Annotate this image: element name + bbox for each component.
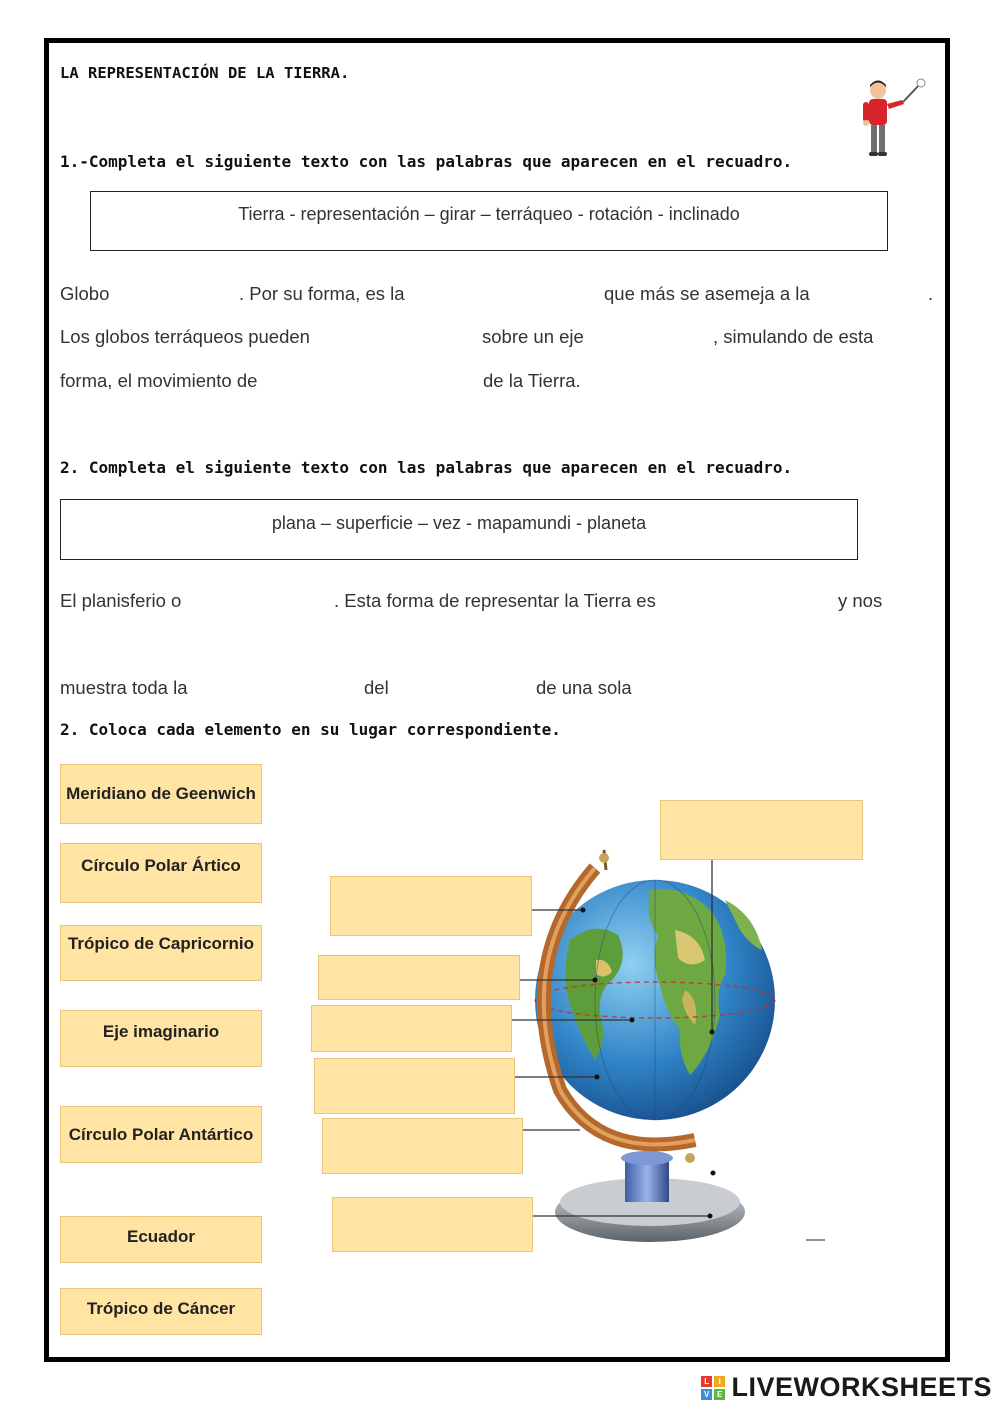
drag-label-circulo-artico[interactable]: Círculo Polar Ártico — [60, 843, 262, 903]
text-fragment: Globo — [60, 283, 110, 304]
footer-brand-text: LIVEWORKSHEETS — [731, 1372, 992, 1402]
text-fragment: que más se asemeja a la — [604, 283, 810, 304]
text-fragment: forma, el movimiento de — [60, 370, 258, 391]
drop-zone-tropico-cancer[interactable] — [318, 955, 520, 1000]
drag-label-tropico-capricornio[interactable]: Trópico de Capricornio — [60, 925, 262, 981]
drop-zone-circulo-antartico[interactable] — [322, 1118, 523, 1174]
liveworksheets-footer — [701, 1372, 992, 1403]
text-fragment: . Por su forma, es la — [239, 283, 405, 304]
drop-zone-meridiano[interactable] — [332, 1197, 533, 1252]
text-fragment: de una sola — [536, 677, 632, 698]
text-fragment: Los globos terráqueos pueden — [60, 326, 310, 347]
text-fragment: El planisferio o — [60, 590, 182, 611]
drag-label-ecuador[interactable]: Ecuador — [60, 1216, 262, 1263]
text-fragment: . Esta forma de representar la Tierra es — [334, 590, 656, 611]
word-bank-1: Tierra - representación – girar – terráqueo - rotación - inclinado — [90, 191, 888, 251]
text-fragment: sobre un eje — [482, 326, 584, 347]
liveworksheets-logo-icon: L I V E — [701, 1376, 725, 1400]
text-fragment: , simulando de esta — [713, 326, 874, 347]
drop-zone-circulo-artico[interactable] — [330, 876, 532, 936]
drop-zone-eje-top[interactable] — [660, 800, 863, 860]
text-fragment: . — [928, 283, 934, 304]
question-2-heading: 2. Completa el siguiente texto con las palabras que aparecen en el recuadro. — [60, 458, 793, 477]
text-fragment: muestra toda la — [60, 677, 188, 698]
drop-zone-tropico-capricornio[interactable] — [314, 1058, 515, 1114]
drag-label-tropico-cancer[interactable]: Trópico de Cáncer — [60, 1288, 262, 1335]
word-bank-2: plana – superficie – vez - mapamundi - planeta — [60, 499, 858, 560]
drag-label-meridiano[interactable]: Meridiano de Geenwich — [60, 764, 262, 824]
text-fragment: y nos — [838, 590, 883, 611]
drag-label-circulo-antartico[interactable]: Círculo Polar Antártico — [60, 1106, 262, 1163]
text-fragment: del — [364, 677, 389, 698]
text-fragment: de la Tierra. — [483, 370, 581, 391]
question-3-heading: 2. Coloca cada elemento en su lugar correspondiente. — [60, 720, 561, 739]
worksheet-title: LA REPRESENTACIÓN DE LA TIERRA. — [60, 64, 350, 82]
drag-label-eje-imaginario[interactable]: Eje imaginario — [60, 1010, 262, 1067]
drop-zone-ecuador[interactable] — [311, 1005, 512, 1052]
question-1-heading: 1.-Completa el siguiente texto con las palabras que aparecen en el recuadro. — [60, 152, 793, 171]
